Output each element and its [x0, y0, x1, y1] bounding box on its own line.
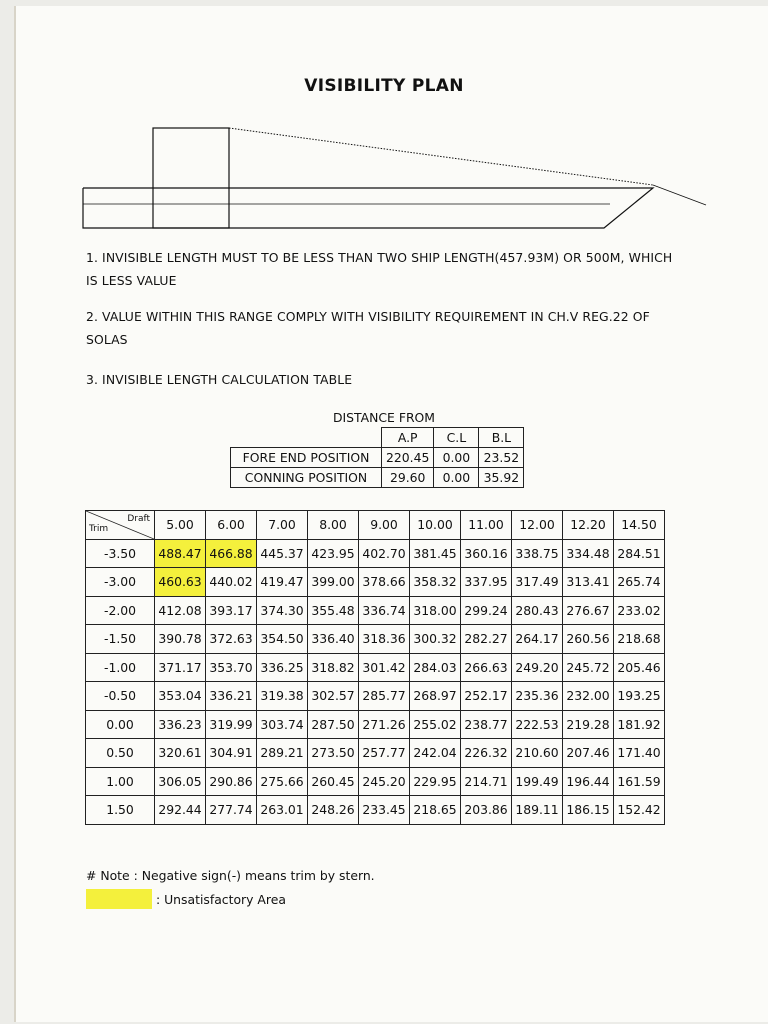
- table-row: [86, 568, 665, 597]
- value-cell: 199.49: [512, 767, 563, 796]
- draft-header-cell: 14.50: [614, 511, 665, 540]
- legend-swatch: [86, 889, 152, 909]
- value-cell: 318.36: [359, 625, 410, 654]
- trim-cell: -1.00: [86, 653, 155, 682]
- draft-header-cell: 12.00: [512, 511, 563, 540]
- value-cell: 226.32: [461, 739, 512, 768]
- value-cell: 207.46: [563, 739, 614, 768]
- trim-cell: -3.50: [86, 539, 155, 568]
- value-cell: 336.23: [155, 710, 206, 739]
- distance-corner: [231, 428, 382, 448]
- value-cell: 372.63: [206, 625, 257, 654]
- trim-cell: -2.00: [86, 596, 155, 625]
- value-cell: 214.71: [461, 767, 512, 796]
- value-cell: 248.26: [308, 796, 359, 825]
- value-cell: 319.38: [257, 682, 308, 711]
- value-cell: 334.48: [563, 539, 614, 568]
- trim-cell: -1.50: [86, 625, 155, 654]
- value-cell: 263.01: [257, 796, 308, 825]
- value-cell: 358.32: [410, 568, 461, 597]
- value-cell: 337.95: [461, 568, 512, 597]
- distance-cell: 35.92: [479, 468, 524, 488]
- value-cell: 277.74: [206, 796, 257, 825]
- value-cell: 249.20: [512, 653, 563, 682]
- value-cell: 393.17: [206, 596, 257, 625]
- value-cell: 303.74: [257, 710, 308, 739]
- value-cell: 282.27: [461, 625, 512, 654]
- value-cell: 152.42: [614, 796, 665, 825]
- value-cell: 381.45: [410, 539, 461, 568]
- value-cell: 378.66: [359, 568, 410, 597]
- value-cell: 336.40: [308, 625, 359, 654]
- distance-header-cl: C.L: [434, 428, 479, 448]
- table-row: [86, 710, 665, 739]
- value-cell: 284.03: [410, 653, 461, 682]
- value-cell: 353.04: [155, 682, 206, 711]
- legend: [86, 889, 286, 909]
- value-cell: 235.36: [512, 682, 563, 711]
- value-cell: 181.92: [614, 710, 665, 739]
- table-row: [86, 682, 665, 711]
- value-cell: 353.70: [206, 653, 257, 682]
- invisible-length-table: [85, 510, 665, 825]
- draft-header-cell: 12.20: [563, 511, 614, 540]
- value-cell: 268.97: [410, 682, 461, 711]
- value-cell: 287.50: [308, 710, 359, 739]
- value-cell: 390.78: [155, 625, 206, 654]
- value-cell: 289.21: [257, 739, 308, 768]
- draft-header-cell: 5.00: [155, 511, 206, 540]
- trim-cell: 0.00: [86, 710, 155, 739]
- value-cell: 354.50: [257, 625, 308, 654]
- value-cell: 203.86: [461, 796, 512, 825]
- value-cell: 320.61: [155, 739, 206, 768]
- distance-row: [231, 468, 524, 488]
- value-cell: 423.95: [308, 539, 359, 568]
- draft-header-cell: 11.00: [461, 511, 512, 540]
- trim-cell: -3.00: [86, 568, 155, 597]
- table-row: [86, 796, 665, 825]
- value-cell: 196.44: [563, 767, 614, 796]
- value-cell: 419.47: [257, 568, 308, 597]
- value-cell: 371.17: [155, 653, 206, 682]
- draft-header-cell: 9.00: [359, 511, 410, 540]
- value-cell: 260.56: [563, 625, 614, 654]
- table-row: [86, 625, 665, 654]
- value-cell: 222.53: [512, 710, 563, 739]
- unsatisfactory-cell: 460.63: [155, 568, 206, 597]
- value-cell: 275.66: [257, 767, 308, 796]
- distance-row-label: FORE END POSITION: [231, 448, 382, 468]
- value-cell: 242.04: [410, 739, 461, 768]
- value-cell: 229.95: [410, 767, 461, 796]
- value-cell: 252.17: [461, 682, 512, 711]
- value-cell: 233.02: [614, 596, 665, 625]
- value-cell: 205.46: [614, 653, 665, 682]
- value-cell: 318.00: [410, 596, 461, 625]
- draft-header-cell: 8.00: [308, 511, 359, 540]
- value-cell: 245.72: [563, 653, 614, 682]
- value-cell: 260.45: [308, 767, 359, 796]
- value-cell: 338.75: [512, 539, 563, 568]
- value-cell: 360.16: [461, 539, 512, 568]
- distance-cell: 0.00: [434, 448, 479, 468]
- value-cell: 193.25: [614, 682, 665, 711]
- draft-header-row: [86, 511, 665, 540]
- value-cell: 355.48: [308, 596, 359, 625]
- value-cell: 317.49: [512, 568, 563, 597]
- value-cell: 284.51: [614, 539, 665, 568]
- value-cell: 265.74: [614, 568, 665, 597]
- value-cell: 412.08: [155, 596, 206, 625]
- distance-header-bl: B.L: [479, 428, 524, 448]
- draft-label: Draft: [127, 514, 150, 524]
- distance-cell: 23.52: [479, 448, 524, 468]
- value-cell: 336.25: [257, 653, 308, 682]
- note-1-line-1: 1. INVISIBLE LENGTH MUST TO BE LESS THAN TWO SHIP LENGTH(457.93M) OR 500M, WHICH: [86, 250, 673, 265]
- table-row: [86, 653, 665, 682]
- value-cell: 171.40: [614, 739, 665, 768]
- value-cell: 233.45: [359, 796, 410, 825]
- value-cell: 301.42: [359, 653, 410, 682]
- value-cell: 276.67: [563, 596, 614, 625]
- value-cell: 186.15: [563, 796, 614, 825]
- table-row: [86, 739, 665, 768]
- trim-cell: 0.50: [86, 739, 155, 768]
- note-3: 3. INVISIBLE LENGTH CALCULATION TABLE: [86, 372, 353, 387]
- value-cell: 161.59: [614, 767, 665, 796]
- table-row: [86, 596, 665, 625]
- value-cell: 273.50: [308, 739, 359, 768]
- value-cell: 374.30: [257, 596, 308, 625]
- draft-header-cell: 7.00: [257, 511, 308, 540]
- note-1-line-2: IS LESS VALUE: [86, 273, 177, 288]
- value-cell: 285.77: [359, 682, 410, 711]
- trim-label: Trim: [89, 523, 109, 534]
- value-cell: 266.63: [461, 653, 512, 682]
- value-cell: 238.77: [461, 710, 512, 739]
- unsatisfactory-cell: 466.88: [206, 539, 257, 568]
- value-cell: 264.17: [512, 625, 563, 654]
- value-cell: 300.32: [410, 625, 461, 654]
- page-title: VISIBILITY PLAN: [304, 76, 464, 96]
- value-cell: 292.44: [155, 796, 206, 825]
- value-cell: 219.28: [563, 710, 614, 739]
- value-cell: 336.21: [206, 682, 257, 711]
- unsatisfactory-cell: 488.47: [155, 539, 206, 568]
- distance-row: [231, 448, 524, 468]
- trim-draft-corner: [86, 511, 155, 540]
- value-cell: 304.91: [206, 739, 257, 768]
- distance-cell: 29.60: [382, 468, 434, 488]
- value-cell: 257.77: [359, 739, 410, 768]
- trim-cell: 1.00: [86, 767, 155, 796]
- distance-table: [230, 427, 524, 488]
- value-cell: 402.70: [359, 539, 410, 568]
- value-cell: 189.11: [512, 796, 563, 825]
- distance-table-title: DISTANCE FROM: [332, 410, 435, 425]
- distance-row-label: CONNING POSITION: [231, 468, 382, 488]
- value-cell: 399.00: [308, 568, 359, 597]
- draft-header-cell: 10.00: [410, 511, 461, 540]
- trim-cell: 1.50: [86, 796, 155, 825]
- value-cell: 280.43: [512, 596, 563, 625]
- table-row: [86, 539, 665, 568]
- distance-header-ap: A.P: [382, 428, 434, 448]
- value-cell: 255.02: [410, 710, 461, 739]
- value-cell: 245.20: [359, 767, 410, 796]
- value-cell: 319.99: [206, 710, 257, 739]
- value-cell: 271.26: [359, 710, 410, 739]
- value-cell: 290.86: [206, 767, 257, 796]
- value-cell: 210.60: [512, 739, 563, 768]
- value-cell: 302.57: [308, 682, 359, 711]
- value-cell: 336.74: [359, 596, 410, 625]
- draft-header-cell: 6.00: [206, 511, 257, 540]
- table-row: [86, 767, 665, 796]
- value-cell: 445.37: [257, 539, 308, 568]
- value-cell: 440.02: [206, 568, 257, 597]
- note-2-line-2: SOLAS: [86, 332, 128, 347]
- value-cell: 318.82: [308, 653, 359, 682]
- trim-cell: -0.50: [86, 682, 155, 711]
- legend-label: : Unsatisfactory Area: [156, 891, 286, 907]
- value-cell: 299.24: [461, 596, 512, 625]
- note-2-line-1: 2. VALUE WITHIN THIS RANGE COMPLY WITH VISIBILITY REQUIREMENT IN CH.V REG.22 OF: [86, 309, 650, 324]
- value-cell: 218.65: [410, 796, 461, 825]
- distance-cell: 220.45: [382, 448, 434, 468]
- value-cell: 306.05: [155, 767, 206, 796]
- value-cell: 232.00: [563, 682, 614, 711]
- value-cell: 218.68: [614, 625, 665, 654]
- value-cell: 313.41: [563, 568, 614, 597]
- footnote: # Note : Negative sign(-) means trim by stern.: [86, 868, 375, 883]
- ship-visibility-diagram: [0, 0, 768, 240]
- distance-cell: 0.00: [434, 468, 479, 488]
